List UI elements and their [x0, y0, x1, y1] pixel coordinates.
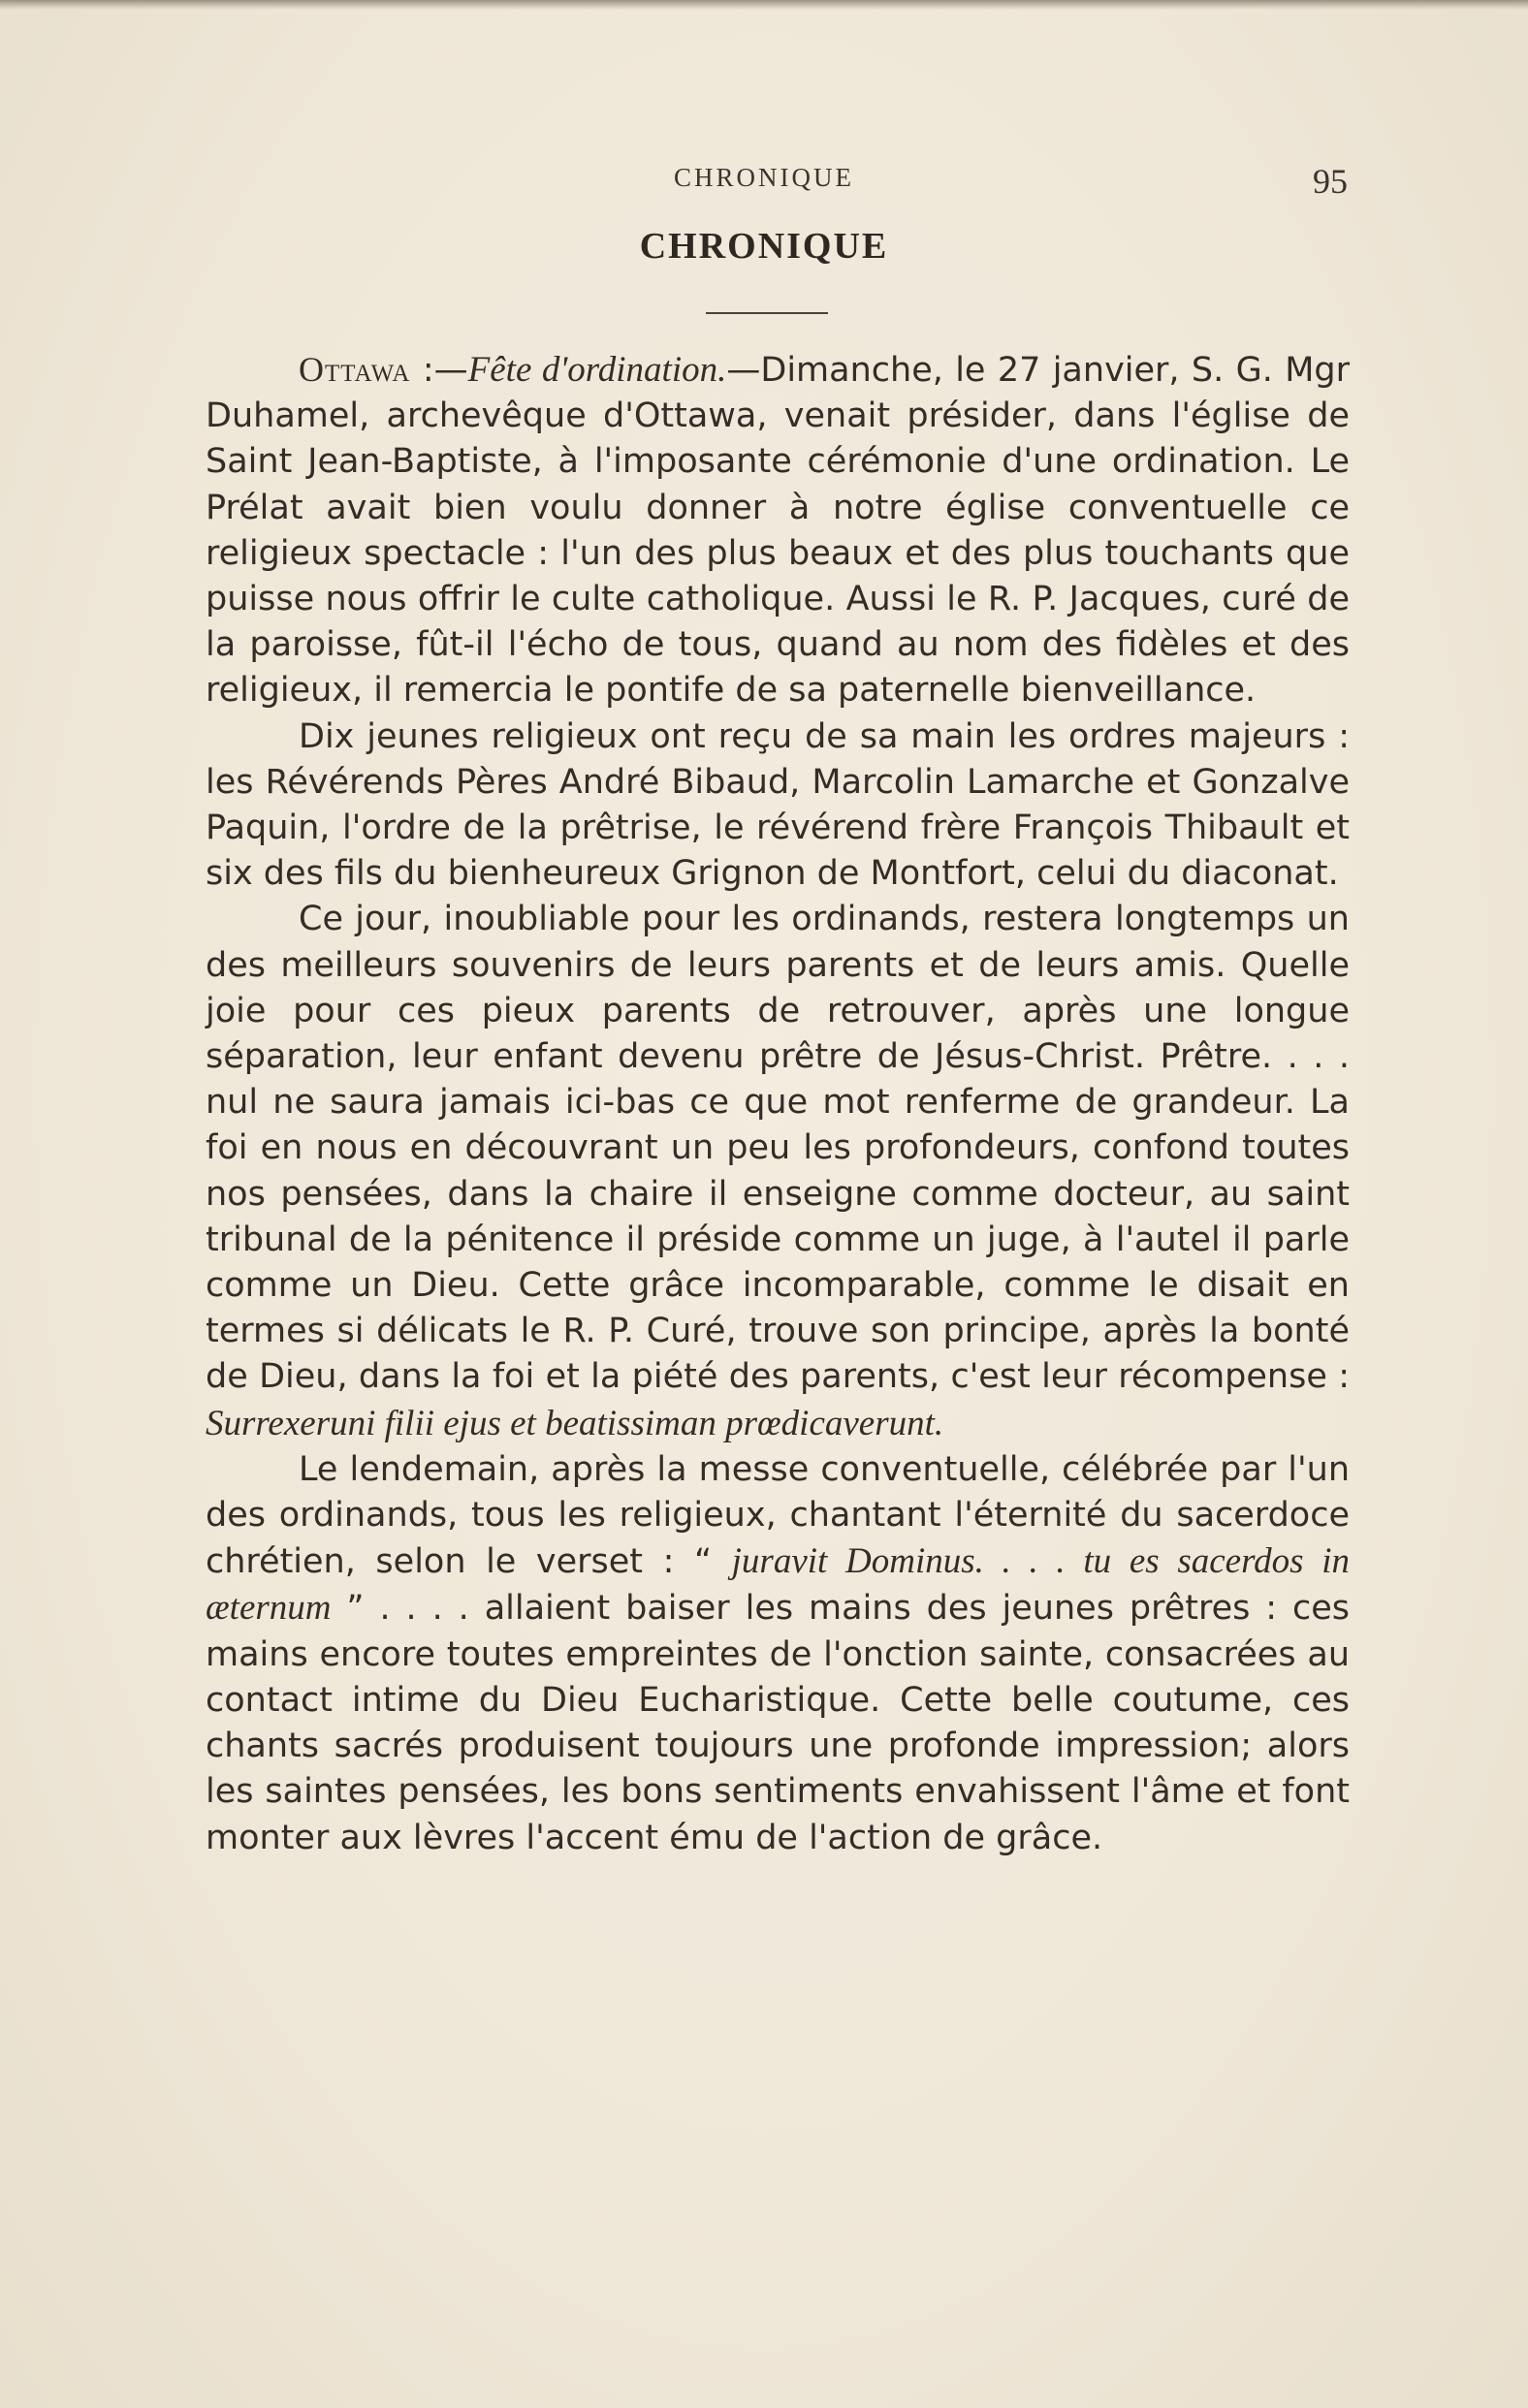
paragraph-3-text: Ce jour, inoubliable pour les ordinands, restera longtemps un des meilleurs souvenirs de leurs parents et de leurs amis. Quelle joie pour ces pieux parents de retrouver, après une longue séparation, leur enfant devenu prêtre de Jésus-Christ. Prêtre. . . . nul ne saura jamais ici-bas ce que mot renferme de grandeur. La foi en nous en découvrant un peu les profondeurs, confond toutes nos pensées, dans la chaire il enseigne comme docteur, au saint tribunal de la pénitence il préside comme un juge, à l'autel il parle comme un Dieu. Cette grâce incomparable, comme le disait en termes si délicats le R. P. Curé, trouve son principe, après la bonté de Dieu, dans la foi et la piété des parents, c'est leur récompense : [206, 900, 1350, 1397]
paragraph-1-text: Dimanche, le 27 janvier, S. G. Mgr Duhamel, archevêque d'Ottawa, venait présider, dans l'église de Saint Jean-Baptiste, à l'imposante cérémonie d'une ordination. Le Prélat avait bien voulu donner à notre église conventuelle ce religieux spectacle : l'un des plus beaux et des plus touchants que puisse nous offrir le culte catholique. Aussi le R. P. Jacques, curé de la paroisse, fût-il l'écho de tous, quand au nom des fidèles et des religieux, il remercia le pontife de sa paternelle bienveillance. [206, 351, 1350, 711]
section-heading: Fête d'ordination. [467, 350, 727, 390]
dateline-separator: :— [410, 351, 468, 390]
heading-dash: — [726, 351, 761, 390]
chapter-title: CHRONIQUE [639, 226, 889, 267]
paragraph-2-text: Dix jeunes religieux ont reçu de sa main les ordres majeurs : les Révérends Pères André Bibaud, Marcolin Lamarche et Gonzalve Paquin, l'ordre de la prêtrise, le révérend frère François Thibault et six des fils du bienheureux Grignon de Montfort, celui du diaconat. [206, 716, 1350, 894]
latin-verse: juravit Dominus. . . . tu es sacerdos in æternum [206, 1541, 1350, 1629]
paragraph-4-text-after: ” . . . . allaient baiser les mains des jeunes prêtres : ces mains encore toutes empreintes de l'onction sainte, consacrées au contact intime du Dieu Eucharistique. Cette belle coutume, ces chants sacrés produisent toujours une profonde impression; alors les saintes pensées, les bons sentiments envahissent l'âme et font monter aux lèvres l'accent ému de l'action de grâce. [206, 1589, 1350, 1857]
title-divider [706, 312, 828, 314]
paragraph-1 [206, 347, 1350, 714]
paragraph-2 [206, 714, 1350, 898]
dateline-place: Ottawa [299, 350, 411, 389]
running-head [0, 163, 1528, 202]
running-title: CHRONIQUE [674, 163, 854, 192]
page-top-edge [0, 0, 1528, 10]
article-body [206, 347, 1350, 1861]
paragraph-4-text-before: Le lendemain, après la messe conventuelle, célébrée par l'un des ordinands, tous les religieux, chantant l'éternité du sacerdoce chrétien, selon le verset : “ [206, 1449, 1350, 1582]
latin-quote: Surrexeruni filii ejus et beatissiman prœdicaverunt. [206, 1403, 944, 1443]
paragraph-3 [206, 897, 1350, 1446]
page-number: 95 [1313, 162, 1348, 201]
paragraph-4 [206, 1447, 1350, 1861]
